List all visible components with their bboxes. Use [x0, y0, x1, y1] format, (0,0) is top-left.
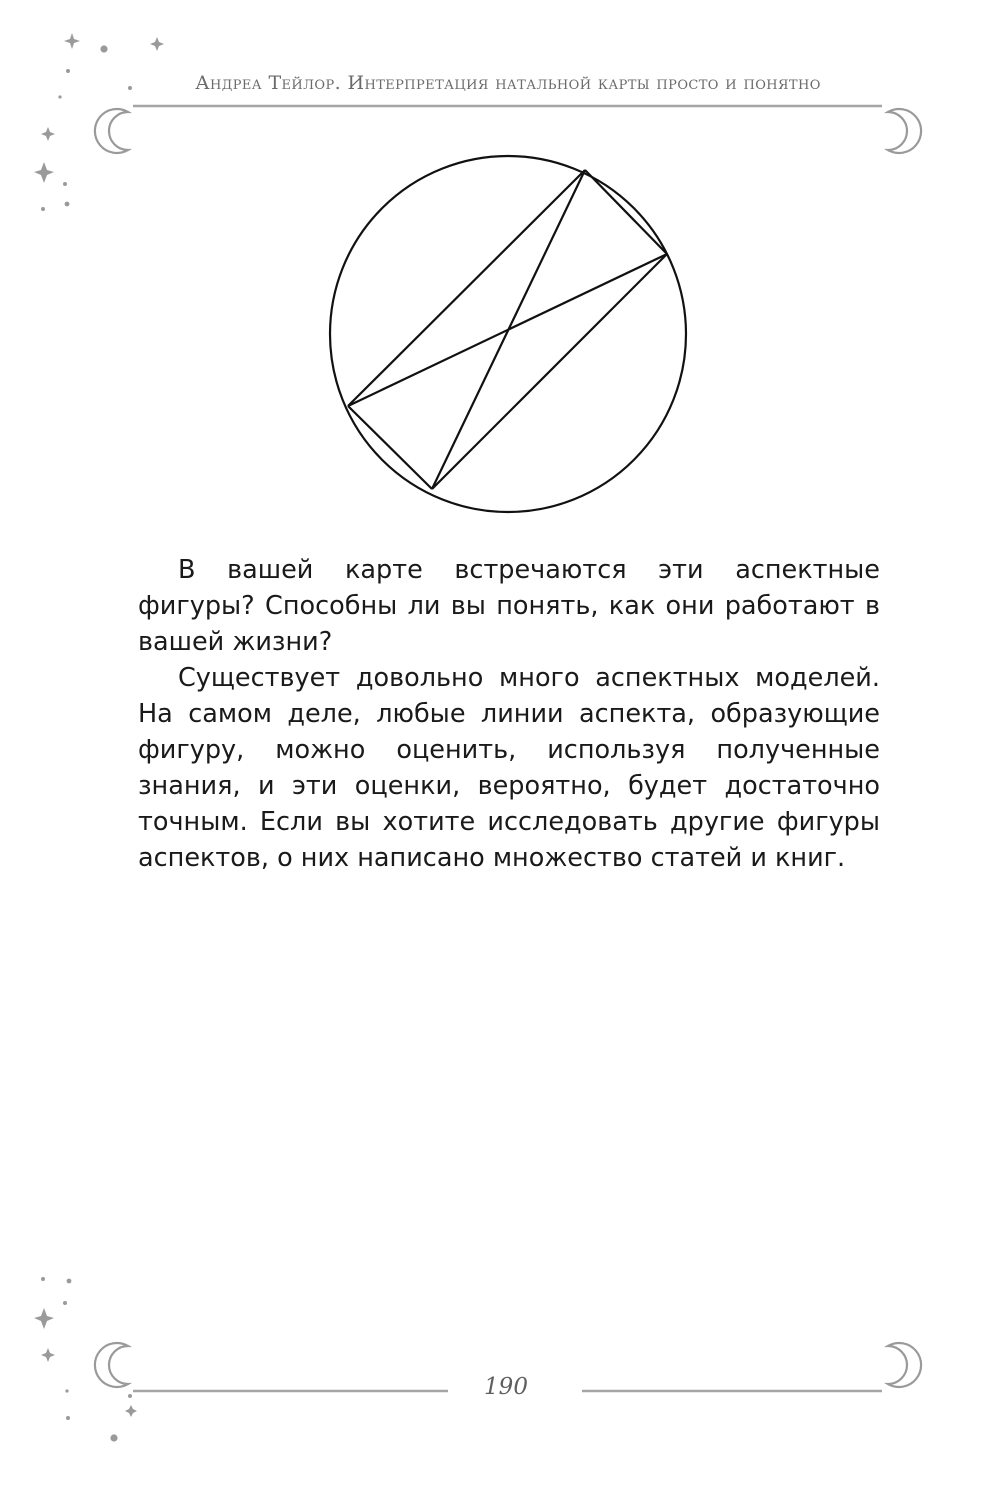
- dot-icon: [100, 45, 107, 52]
- dot-icon: [110, 1434, 117, 1441]
- aspect-line: [585, 170, 667, 254]
- paragraph: В вашей карте встречаются эти аспектные фигуры? Способны ли вы понять, как они работают в вашей жизни?: [138, 555, 880, 657]
- dot-icon: [63, 182, 67, 186]
- star-icon: [64, 33, 80, 49]
- dot-icon: [67, 1279, 72, 1284]
- dot-icon: [63, 1301, 67, 1305]
- body-text: [138, 552, 880, 876]
- star-icon: [34, 162, 54, 183]
- star-icon: [41, 127, 55, 141]
- crescent-moon-icon: [95, 109, 128, 153]
- paragraph: Существует довольно много аспектных моделей. На самом деле, любые линии аспекта, образующие фигуру, можно оценить, используя полученные знания, и эти оценки, вероятно, будет достаточно точным. Если вы хотите исследовать другие фигуры аспектов, о них написано множество статей и книг.: [138, 663, 880, 873]
- crescent-moon-icon: [888, 109, 921, 153]
- aspect-line: [432, 254, 667, 489]
- dot-icon: [58, 95, 61, 98]
- running-head: Андреа Тейлор. Интерпретация натальной карты просто и понятно: [195, 72, 821, 94]
- dot-icon: [41, 207, 45, 211]
- star-icon: [125, 1405, 137, 1417]
- chart-circle: [330, 156, 686, 512]
- page-number: 190: [484, 1374, 528, 1400]
- dot-icon: [41, 1277, 45, 1281]
- aspect-figure-diagram: [310, 145, 710, 525]
- star-icon: [41, 1348, 55, 1362]
- star-icon: [34, 1308, 54, 1329]
- aspect-line: [348, 406, 432, 489]
- dot-icon: [65, 202, 70, 207]
- star-icon: [150, 37, 164, 51]
- dot-icon: [66, 1416, 70, 1420]
- aspect-line: [348, 254, 667, 406]
